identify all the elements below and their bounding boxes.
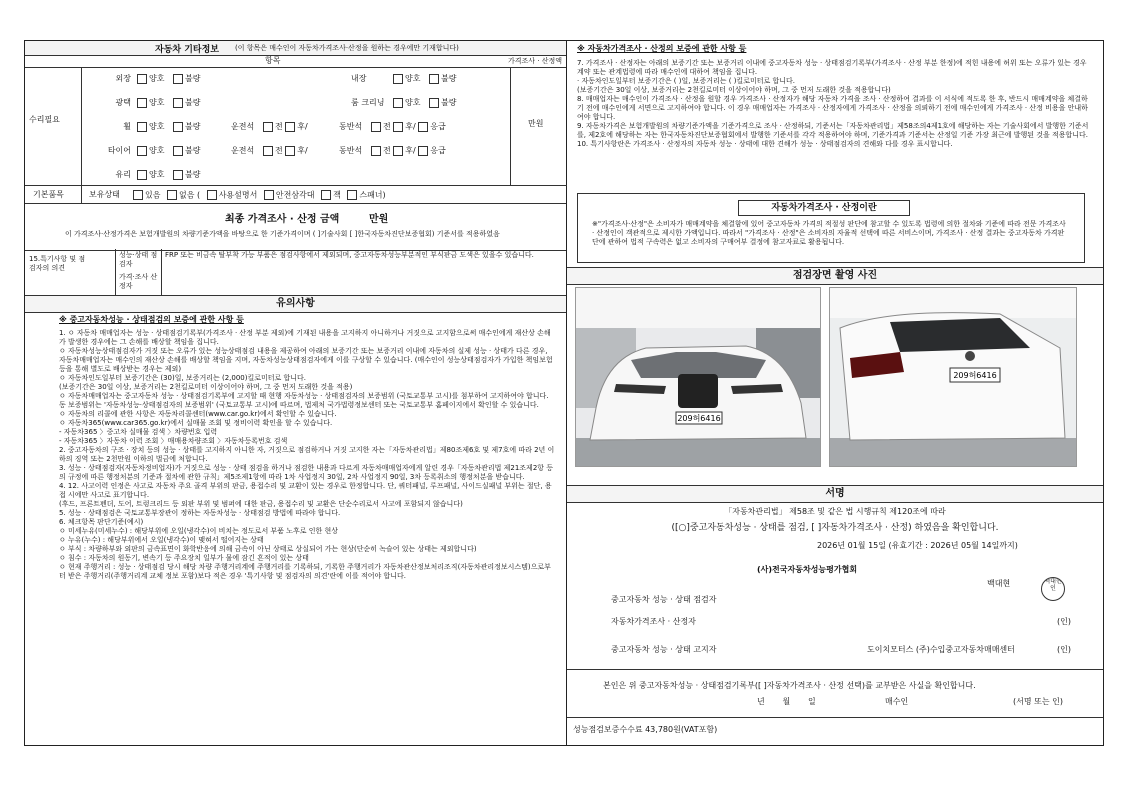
appraiser-seal: (인) — [1057, 617, 1071, 626]
repair-item: 외장 — [115, 74, 131, 83]
date-fields: 년 월 일 — [757, 697, 816, 706]
note-item: 5. 성능 · 상태점검은 국토교통부장관이 정하는 자동차성능 · 상태점검 방법에 따라야 합니다. — [59, 509, 341, 517]
note-item: ㅇ 누유(누수) : 해당부위에서 오일(냉각수)이 맺혀서 떨어지는 상태 — [59, 536, 264, 544]
special-sub1-text: FRP 또는 비금속 탈부착 가능 부품은 점검사항에서 제외되며, 중고자동차성능부분적인 부식판금 도색은 있을수 있습니다. — [165, 251, 534, 259]
appraiser-label: 자동차가격조사 · 산정자 — [611, 617, 696, 626]
checkbox-icon[interactable] — [173, 74, 183, 84]
final-price-box — [25, 203, 566, 251]
note-item: 1. ㅇ 자동차 매매업자는 성능 · 상태점검기록부(가격조사 · 산정 부분 제외)에 기재된 내용을 고지하지 아니하거나 거짓으로 고지함으로써 매수인에게 재산상 손해가 발생한 경우에는 그 손해를 배상할 책임을 집니다. — [59, 329, 551, 346]
other-info-title: 자동차 기타정보 — [155, 45, 219, 55]
checkbox-icon[interactable] — [321, 190, 331, 200]
buyer-sign: (서명 또는 인) — [1013, 697, 1063, 706]
notifier-name: 도이치모터스 (주)수입중고자동차매매센터 — [867, 645, 1015, 654]
price-unit: 만원 — [528, 119, 544, 128]
checkbox-icon[interactable] — [429, 74, 439, 84]
note-item: - 자동차365 〉중고차 실매물 검색 〉차량번호 입력 — [59, 428, 218, 436]
warranty-item: · 자동차인도일부터 보증기간은 ( )일, 보증거리는 ( )킬로미터로 합니다. — [577, 77, 795, 85]
association-name: (사)전국자동차성능평가협회 — [757, 565, 858, 574]
fee-text: 성능점검보증수수료 43,780원(VAT포함) — [573, 725, 718, 734]
checkbox-icon[interactable] — [133, 190, 143, 200]
repair-item: 룸 크리닝 — [351, 98, 385, 107]
note-item: ㅇ 자동차인도일부터 보증기간은 (30)일, 보증거리는 (2,000)킬로미터로 합니다. — [59, 374, 307, 382]
checkbox-icon[interactable] — [173, 98, 183, 108]
checkbox-icon[interactable] — [167, 190, 177, 200]
note-item: - 자동차365 〉자동차 이력 조회 〉매매용차량조회 〉자동차등록번호 검색 — [59, 437, 288, 445]
notifier-seal: (인) — [1057, 645, 1071, 654]
basic-item: 보유상태 — [89, 190, 120, 199]
checkbox-icon[interactable] — [137, 122, 147, 132]
repair-label: 수리필요 — [29, 115, 60, 124]
repair-item: 운전석 — [231, 122, 255, 131]
repair-item: 내장 — [351, 74, 367, 83]
buyer-label: 매수인 — [885, 697, 909, 706]
warranty-item: 10. 특기사항란은 가격조사 · 산정자의 자동차 성능 · 상태에 대한 견해가 성능 · 상태점검자의 견해와 다를 경우 표시합니다. — [577, 140, 953, 148]
final-price-label: 최종 가격조사 · 산정 금액 — [225, 214, 340, 225]
note-item: ㅇ 부식 : 차량하부와 외판의 금속표면이 화학반응에 의해 금속이 아닌 상태로 상실되어 가는 현상(단순히 녹슬어 있는 상태는 제외합니다) — [59, 545, 477, 553]
basic-items-row — [25, 185, 567, 204]
checkbox-icon[interactable] — [137, 170, 147, 180]
notes-list — [59, 329, 556, 581]
special-sub2: 가격·조사 산정자 — [119, 273, 158, 290]
basic-label: 기본품목 — [33, 190, 64, 199]
repair-item: 운전석 — [231, 146, 255, 155]
col-price: 가격조사 · 산정액 — [507, 57, 562, 65]
note-item: (후드, 프론트펜더, 도어, 트렁크리드 등 외판 부위 및 범퍼에 대한 판금, 용접수리 및 교환은 단순수리로서 사고에 포함되지 않습니다) — [59, 500, 463, 508]
car-front-image — [576, 288, 820, 466]
checkbox-icon[interactable] — [393, 122, 403, 132]
def-text: ※"가격조사·산정"은 소비자가 매매계약을 체결함에 있어 중고자동차 가격의 적절성 판단에 참고할 수 있도록 법령에 의한 절차와 기준에 따라 전문 가격조사 · 산정인이 객관적으로 제시한 가액입니다. 따라서 "가격조사 · 산정"은 소비자의 자율적 선택에 따른 서비스이며, 가격조사 · 산정 결과는 중고자동차 가격판단에 관하여 법적 구속력은 없고 소비자의 구매여부 결정에 참고자료로 활용됩니다. — [592, 220, 1066, 246]
warranty-item: (보증기간은 30일 이상, 보증거리는 2천킬로미터 이상이어야 하며, 그 중 먼저 도래한 것을 적용합니다) — [577, 86, 891, 94]
checkbox-icon[interactable] — [173, 170, 183, 180]
checkbox-icon[interactable] — [285, 146, 295, 156]
checkbox-icon[interactable] — [393, 74, 403, 84]
front-plate: 209허6416 — [677, 414, 721, 423]
note-item: 4. 12. 사고이력 인정은 사고로 자동차 주요 골격 부위의 판금, 용접수리 및 교환이 있는 경우로 한정합니다. 단, 쿼터패널, 루프패널, 사이드실패널 부위는 절단, 용접 시에만 사고로 표기합니다. — [59, 482, 552, 499]
sign-confirm: ([○]중고자동차성능 · 상태를 점검, [ ]자동차가격조사 · 산정) 하였음을 확인합니다. — [671, 523, 999, 533]
warranty-item: 8. 매매업자는 매수인이 가격조사 · 산정을 원할 경우 가격조사 · 산정자가 해당 자동차 가격을 조사 · 산정하여 결과를 이 서식에 적도록 한 후, 반드시 매매계약을 체결하기 전에 매수인에게 서면으로 고지하여야 합니다. 이 경우 매매업자는 가격조사 · 산정자에게 가격조사 · 산정을 의뢰하기 전에 매수인에게 가격조사 · 산정 비용을 안내하여야 합니다. — [577, 95, 1088, 121]
final-price-unit: 만원 — [369, 214, 389, 225]
checkbox-icon[interactable] — [137, 98, 147, 108]
note-item: ㅇ 미세누유(미세누수) : 해당부위에 오일(냉각수)이 비치는 정도로서 부품 노후로 인한 현상 — [59, 527, 338, 535]
notes-title: 유의사항 — [25, 295, 566, 313]
note-item: ㅇ 자동차365(www.car365.go.kr)에서 실매물 조회 및 정비이력 확인을 할 수 있습니다. — [59, 419, 333, 427]
checkbox-icon[interactable] — [418, 122, 428, 132]
repair-item: 동반석 — [339, 146, 363, 155]
checkbox-icon[interactable] — [263, 146, 273, 156]
repair-item: 광택 — [115, 98, 131, 107]
repair-item: 휠 — [123, 122, 131, 131]
repair-item: 유리 — [115, 170, 131, 179]
checkbox-icon[interactable] — [207, 190, 217, 200]
car-rear-image — [830, 288, 1076, 466]
repair-row: 외장 양호 불량 내장 양호 불량 — [81, 69, 510, 89]
inspector-label: 중고자동차 성능 · 상태 점검자 — [611, 595, 717, 604]
notifier-label: 중고자동차 성능 · 상태 고지자 — [611, 645, 717, 654]
note-item: ㅇ 자동차성능상태점검자가 거짓 또는 오류가 있는 성능상태점검 내용을 제공하여 아래의 보증기간 또는 보증거리 이내에 자동차의 실제 성능 · 상태가 다른 경우, 자동차매매업자는 매수인의 재산상 손해를 배상할 책임을 지며, 자동차성능상태점검자에게 이를 구상할 수 있습니다. (매수인이 성능상태점검자가 가입한 책임보험 등을 통해 별도로 배상받는 경우는 제외) — [59, 347, 553, 373]
repair-row: 타이어 양호 불량 운전석 전 후/ 동반석 전 후/ 응급 — [81, 141, 510, 161]
note-item: (보증기간은 30일 이상, 보증거리는 2천킬로미터 이상이어야 하며, 그 중 먼저 도래한 것을 적용) — [59, 383, 353, 391]
note-item: ㅇ 현재 주행거리 : 성능 · 상태점검 당시 해당 차량 주행거리계에 주행거리를 기록하되, 기록한 주행거리가 자동차관산정보처리조직(자동차관리정보시스템)으로부터 받은 주행거리(주행거리계 교체 정보 포함)보다 적은 경우 '특기사항 및 점검자의 의견'란에 이를 적어야 합니다. — [59, 563, 551, 580]
note-item: ㅇ 자동차매매업자는 중고자동차 성능 · 상태점검기록부에 고지할 때 현행 자동차성능 · 상태점검자의 보증범위 (국토교통부 고시)를 첨부하여 고지하여야 합니다. 동 보증범위는 '자동차성능·상태점검자의 보증범위' (국토교통부 고시)에 따르며, 법제처 국가법령정보센터 또는 국토교통부 홈페이지에서 확인할 수 있습니다. — [59, 392, 549, 409]
other-info-header — [25, 41, 566, 56]
checkbox-icon[interactable] — [264, 190, 274, 200]
checkbox-icon[interactable] — [418, 146, 428, 156]
warranty-title: ※ 자동차가격조사 · 산정의 보증에 관한 사항 등 — [577, 44, 747, 53]
rear-plate: 209허6416 — [953, 371, 997, 380]
front-photo — [575, 287, 821, 467]
seal-stamp: 백대현인 — [1041, 577, 1065, 601]
warranty-list — [577, 59, 1093, 149]
col-item: 항목 — [265, 56, 281, 65]
left-column — [25, 41, 567, 745]
checkbox-icon[interactable] — [137, 74, 147, 84]
checkbox-icon[interactable] — [285, 122, 295, 132]
sign-title: 서명 — [567, 485, 1103, 503]
checkbox-icon[interactable] — [173, 122, 183, 132]
checkbox-icon[interactable] — [371, 122, 381, 132]
checkbox-icon[interactable] — [393, 98, 403, 108]
rear-photo — [829, 287, 1077, 467]
special-sub1: 성능·상태 점검자 — [119, 251, 158, 268]
warranty-item: 7. 가격조사 · 산정자는 아래의 보증기간 또는 보증거리 이내에 중고자동차 성능 · 상태점검기록부(가격조사 · 산정 부분 한정)에 적힌 내용에 허위 또는 오류가 있는 경우 계약 또는 관계법령에 따라 매수인에 대하여 책임을 집니다. — [577, 59, 1087, 76]
right-column — [567, 41, 1103, 745]
document-page — [24, 40, 1104, 746]
notes-sub: ※ 중고자동차성능 · 상태점검의 보증에 관한 사항 등 — [59, 315, 244, 324]
note-item: 6. 체크항목 판단기준(예시) — [59, 518, 144, 526]
note-item: 3. 성능 · 상태점검자(자동차정비업자)가 거짓으로 성능 · 상태 점검을 하거나 점검한 내용과 다르게 자동차매매업자에게 알린 경우「자동차관리법 제21조제2항 등의 규정에 따른 행정처분의 기준과 절차에 관한 규칙」제5조제1항에 따라 1차 사업정지 30일, 2차 사업정지 90일, 3차 등록취소의 행정처분을 받습니다. — [59, 464, 554, 481]
signer-name: 백대현 — [987, 579, 1011, 588]
sign-law: 「자동차관리법」 제58조 및 같은 법 시행규칙 제120조에 따라 — [724, 507, 946, 516]
repair-row: 광택 양호 불량 룸 크리닝 양호 불량 — [81, 93, 510, 113]
checkbox-icon[interactable] — [173, 146, 183, 156]
repair-row: 휠 양호 불량 운전석 전 후/ 동반석 전 후/ 응급 — [81, 117, 510, 137]
checkbox-icon[interactable] — [371, 146, 381, 156]
checkbox-icon[interactable] — [137, 146, 147, 156]
special-label: 15.특기사항 및 점검자의 의견 — [29, 255, 86, 272]
note-item: ㅇ 자동차의 리콜에 관한 사항은 자동차리콜센터(www.car.go.kr)에서 확인할 수 있습니다. — [59, 410, 337, 418]
repair-item: 동반석 — [339, 122, 363, 131]
checkbox-icon[interactable] — [263, 122, 273, 132]
final-note: 이 가격조사·산정가격은 보험개발원의 차량기준가액을 바탕으로 한 기준가격이며 ( ]기술사회 [ ]한국자동차진단보증협회) 기준서를 적용하였음 — [65, 230, 500, 238]
repair-row: 유리 양호 불량 — [81, 165, 510, 185]
receipt-text: 본인은 위 중고자동차성능 · 상태점검기록부([ ]자동차가격조사 · 산정 선택)를 교부받은 사실을 확인합니다. — [603, 681, 976, 690]
checkbox-icon[interactable] — [393, 146, 403, 156]
note-item: 2. 중고자동차의 구조 · 장치 등의 성능 · 상태를 고지하지 아니한 자, 거짓으로 점검하거나 거짓 고지한 자는「자동차관리법」제80조제6호 및 제7호에 따라 2년 이하의 징역 또는 2천만원 이하의 벌금에 처합니다. — [59, 446, 555, 463]
photos-title: 점검장면 촬영 사진 — [567, 267, 1103, 285]
warranty-item: 9. 자동차가격은 보험개발원의 차량기준가액을 기준가격으로 조사 · 산정하되, 기준서는「자동차관리법」제58조의4제1호에 해당하는 자는 기술사회에서 발행한 기준서를, 제2호에 해당하는 자는 한국자동차진단보증협회에서 발행한 기준서를 각각 적용하여야 하며, 기준가격과 기준서는 산정일 기준 가장 최근에 발행된 것을 적용합니다. — [577, 122, 1089, 139]
repair-item: 타이어 — [107, 146, 131, 155]
sign-date: 2026년 01월 15일 (유효기간 : 2026년 05월 14일까지) — [817, 541, 1018, 550]
note-item: ㅇ 침수 : 자동차의 원동기, 변속기 등 주요장치 일부가 물에 잠긴 흔적이 있는 상태 — [59, 554, 309, 562]
basic-options: 있음 없음 ( 사용설명서 안전삼각대 잭 스패너) — [133, 190, 386, 201]
other-info-note: (이 항목은 매수인이 자동차가격조사·산정을 원하는 경우에만 기재합니다) — [235, 44, 459, 52]
checkbox-icon[interactable] — [429, 98, 439, 108]
repair-grid — [25, 67, 567, 203]
checkbox-icon[interactable] — [347, 190, 357, 200]
definition-box — [577, 193, 1085, 263]
def-title: 자동차가격조사 · 산정이란 — [738, 200, 910, 216]
